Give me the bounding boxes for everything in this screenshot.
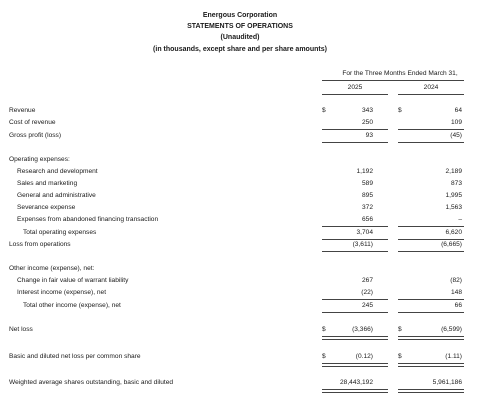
total-other-2024-value: 66 bbox=[454, 302, 462, 309]
revenue-2025-value: 343 bbox=[361, 107, 373, 114]
year-2024-underline bbox=[398, 94, 464, 95]
eps-label: Basic and diluted net loss per common share bbox=[9, 353, 141, 360]
gross-2024-underline bbox=[398, 142, 464, 143]
abandoned-2024-value: – bbox=[458, 216, 462, 223]
total-other-2025-underline bbox=[322, 312, 388, 313]
eps-2025-double-rule bbox=[322, 363, 388, 367]
sales-2024-value: 873 bbox=[450, 180, 462, 187]
severance-2024-value: 1,563 bbox=[445, 204, 462, 211]
shares-2025-double-rule bbox=[322, 389, 388, 393]
revenue-label: Revenue bbox=[9, 107, 36, 114]
warrant-label: Change in fair value of warrant liability bbox=[17, 277, 129, 284]
abandoned-2024-underline bbox=[398, 226, 464, 227]
company-name: Energous Corporation bbox=[202, 12, 278, 19]
revenue-2024-dollar: $ bbox=[398, 107, 402, 114]
abandoned-2025-underline bbox=[322, 226, 388, 227]
net-loss-2025-value: (3,366) bbox=[352, 326, 373, 333]
statement-title: STATEMENTS OF OPERATIONS bbox=[187, 23, 293, 30]
total-opex-2025-underline bbox=[322, 239, 388, 240]
total-opex-label: Total operating expenses bbox=[23, 229, 97, 236]
net-loss-2024-dollar: $ bbox=[398, 326, 402, 333]
interest-2025-value: (22) bbox=[361, 289, 373, 296]
other-heading: Other income (expense), net: bbox=[9, 265, 95, 272]
severance-label: Severance expense bbox=[17, 204, 76, 211]
eps-2024-dollar: $ bbox=[398, 353, 402, 360]
net-loss-2025-double-rule bbox=[322, 336, 388, 340]
total-other-2025-value: 245 bbox=[361, 302, 373, 309]
total-opex-2024-underline bbox=[398, 239, 464, 240]
total-other-label: Total other income (expense), net bbox=[23, 302, 121, 309]
eps-2024-value: (1.11) bbox=[445, 353, 462, 360]
loss-ops-label: Loss from operations bbox=[9, 241, 71, 248]
loss-ops-2024-underline bbox=[398, 251, 464, 252]
severance-2025-value: 372 bbox=[361, 204, 373, 211]
net-loss-2024-value: (6,599) bbox=[441, 326, 462, 333]
cost-of-revenue-2024-value: 109 bbox=[450, 119, 462, 126]
gross-profit-2025-value: 93 bbox=[365, 132, 373, 139]
interest-label: Interest income (expense), net bbox=[17, 289, 107, 296]
shares-2025-value: 28,443,192 bbox=[339, 379, 373, 386]
abandoned-2025-value: 656 bbox=[361, 216, 373, 223]
shares-2024-double-rule bbox=[398, 389, 464, 393]
total-other-2024-underline bbox=[398, 312, 464, 313]
period-underline bbox=[322, 80, 464, 81]
revenue-2024-value: 64 bbox=[454, 107, 462, 114]
unaudited-note: (Unaudited) bbox=[220, 34, 260, 41]
warrant-2024-value: (82) bbox=[450, 277, 462, 284]
interest-2024-value: 148 bbox=[450, 289, 462, 296]
rnd-label: Research and development bbox=[17, 168, 98, 175]
ga-2025-value: 895 bbox=[361, 192, 373, 199]
year-2025-underline bbox=[322, 94, 388, 95]
interest-2024-underline bbox=[398, 299, 464, 300]
total-opex-2024-value: 6,620 bbox=[445, 229, 462, 236]
year-2024-header: 2024 bbox=[423, 84, 439, 91]
cost-of-revenue-2025-value: 250 bbox=[361, 119, 373, 126]
revenue-2025-dollar: $ bbox=[322, 107, 326, 114]
eps-2025-value: (0.12) bbox=[355, 353, 373, 360]
net-loss-2024-double-rule bbox=[398, 336, 464, 340]
cost-2025-underline bbox=[322, 129, 388, 130]
abandoned-label: Expenses from abandoned financing transaction bbox=[17, 216, 159, 223]
eps-2024-double-rule bbox=[398, 363, 464, 367]
cost-of-revenue-label: Cost of revenue bbox=[9, 119, 56, 126]
year-2025-header: 2025 bbox=[347, 84, 363, 91]
cost-2024-underline bbox=[398, 129, 464, 130]
loss-ops-2025-value: (3,611) bbox=[352, 241, 373, 248]
rnd-2025-value: 1,192 bbox=[356, 168, 373, 175]
ga-2024-value: 1,995 bbox=[445, 192, 462, 199]
loss-ops-2025-underline bbox=[322, 251, 388, 252]
interest-2025-underline bbox=[322, 299, 388, 300]
gross-2025-underline bbox=[322, 142, 388, 143]
rnd-2024-value: 2,189 bbox=[445, 168, 462, 175]
net-loss-2025-dollar: $ bbox=[322, 326, 326, 333]
opex-heading: Operating expenses: bbox=[9, 156, 70, 163]
sales-label: Sales and marketing bbox=[17, 180, 78, 187]
shares-label: Weighted average shares outstanding, basic and diluted bbox=[9, 379, 174, 386]
period-header: For the Three Months Ended March 31, bbox=[342, 70, 458, 77]
eps-2025-dollar: $ bbox=[322, 353, 326, 360]
loss-ops-2024-value: (6,665) bbox=[441, 241, 462, 248]
ga-label: General and administrative bbox=[17, 192, 96, 199]
total-opex-2025-value: 3,704 bbox=[356, 229, 373, 236]
gross-profit-2024-value: (45) bbox=[450, 132, 462, 139]
sales-2025-value: 589 bbox=[361, 180, 373, 187]
units-note: (in thousands, except share and per share amounts) bbox=[153, 46, 327, 53]
gross-profit-label: Gross profit (loss) bbox=[9, 132, 62, 139]
warrant-2025-value: 267 bbox=[361, 277, 373, 284]
net-loss-label: Net loss bbox=[9, 326, 33, 333]
shares-2024-value: 5,961,186 bbox=[432, 379, 462, 386]
